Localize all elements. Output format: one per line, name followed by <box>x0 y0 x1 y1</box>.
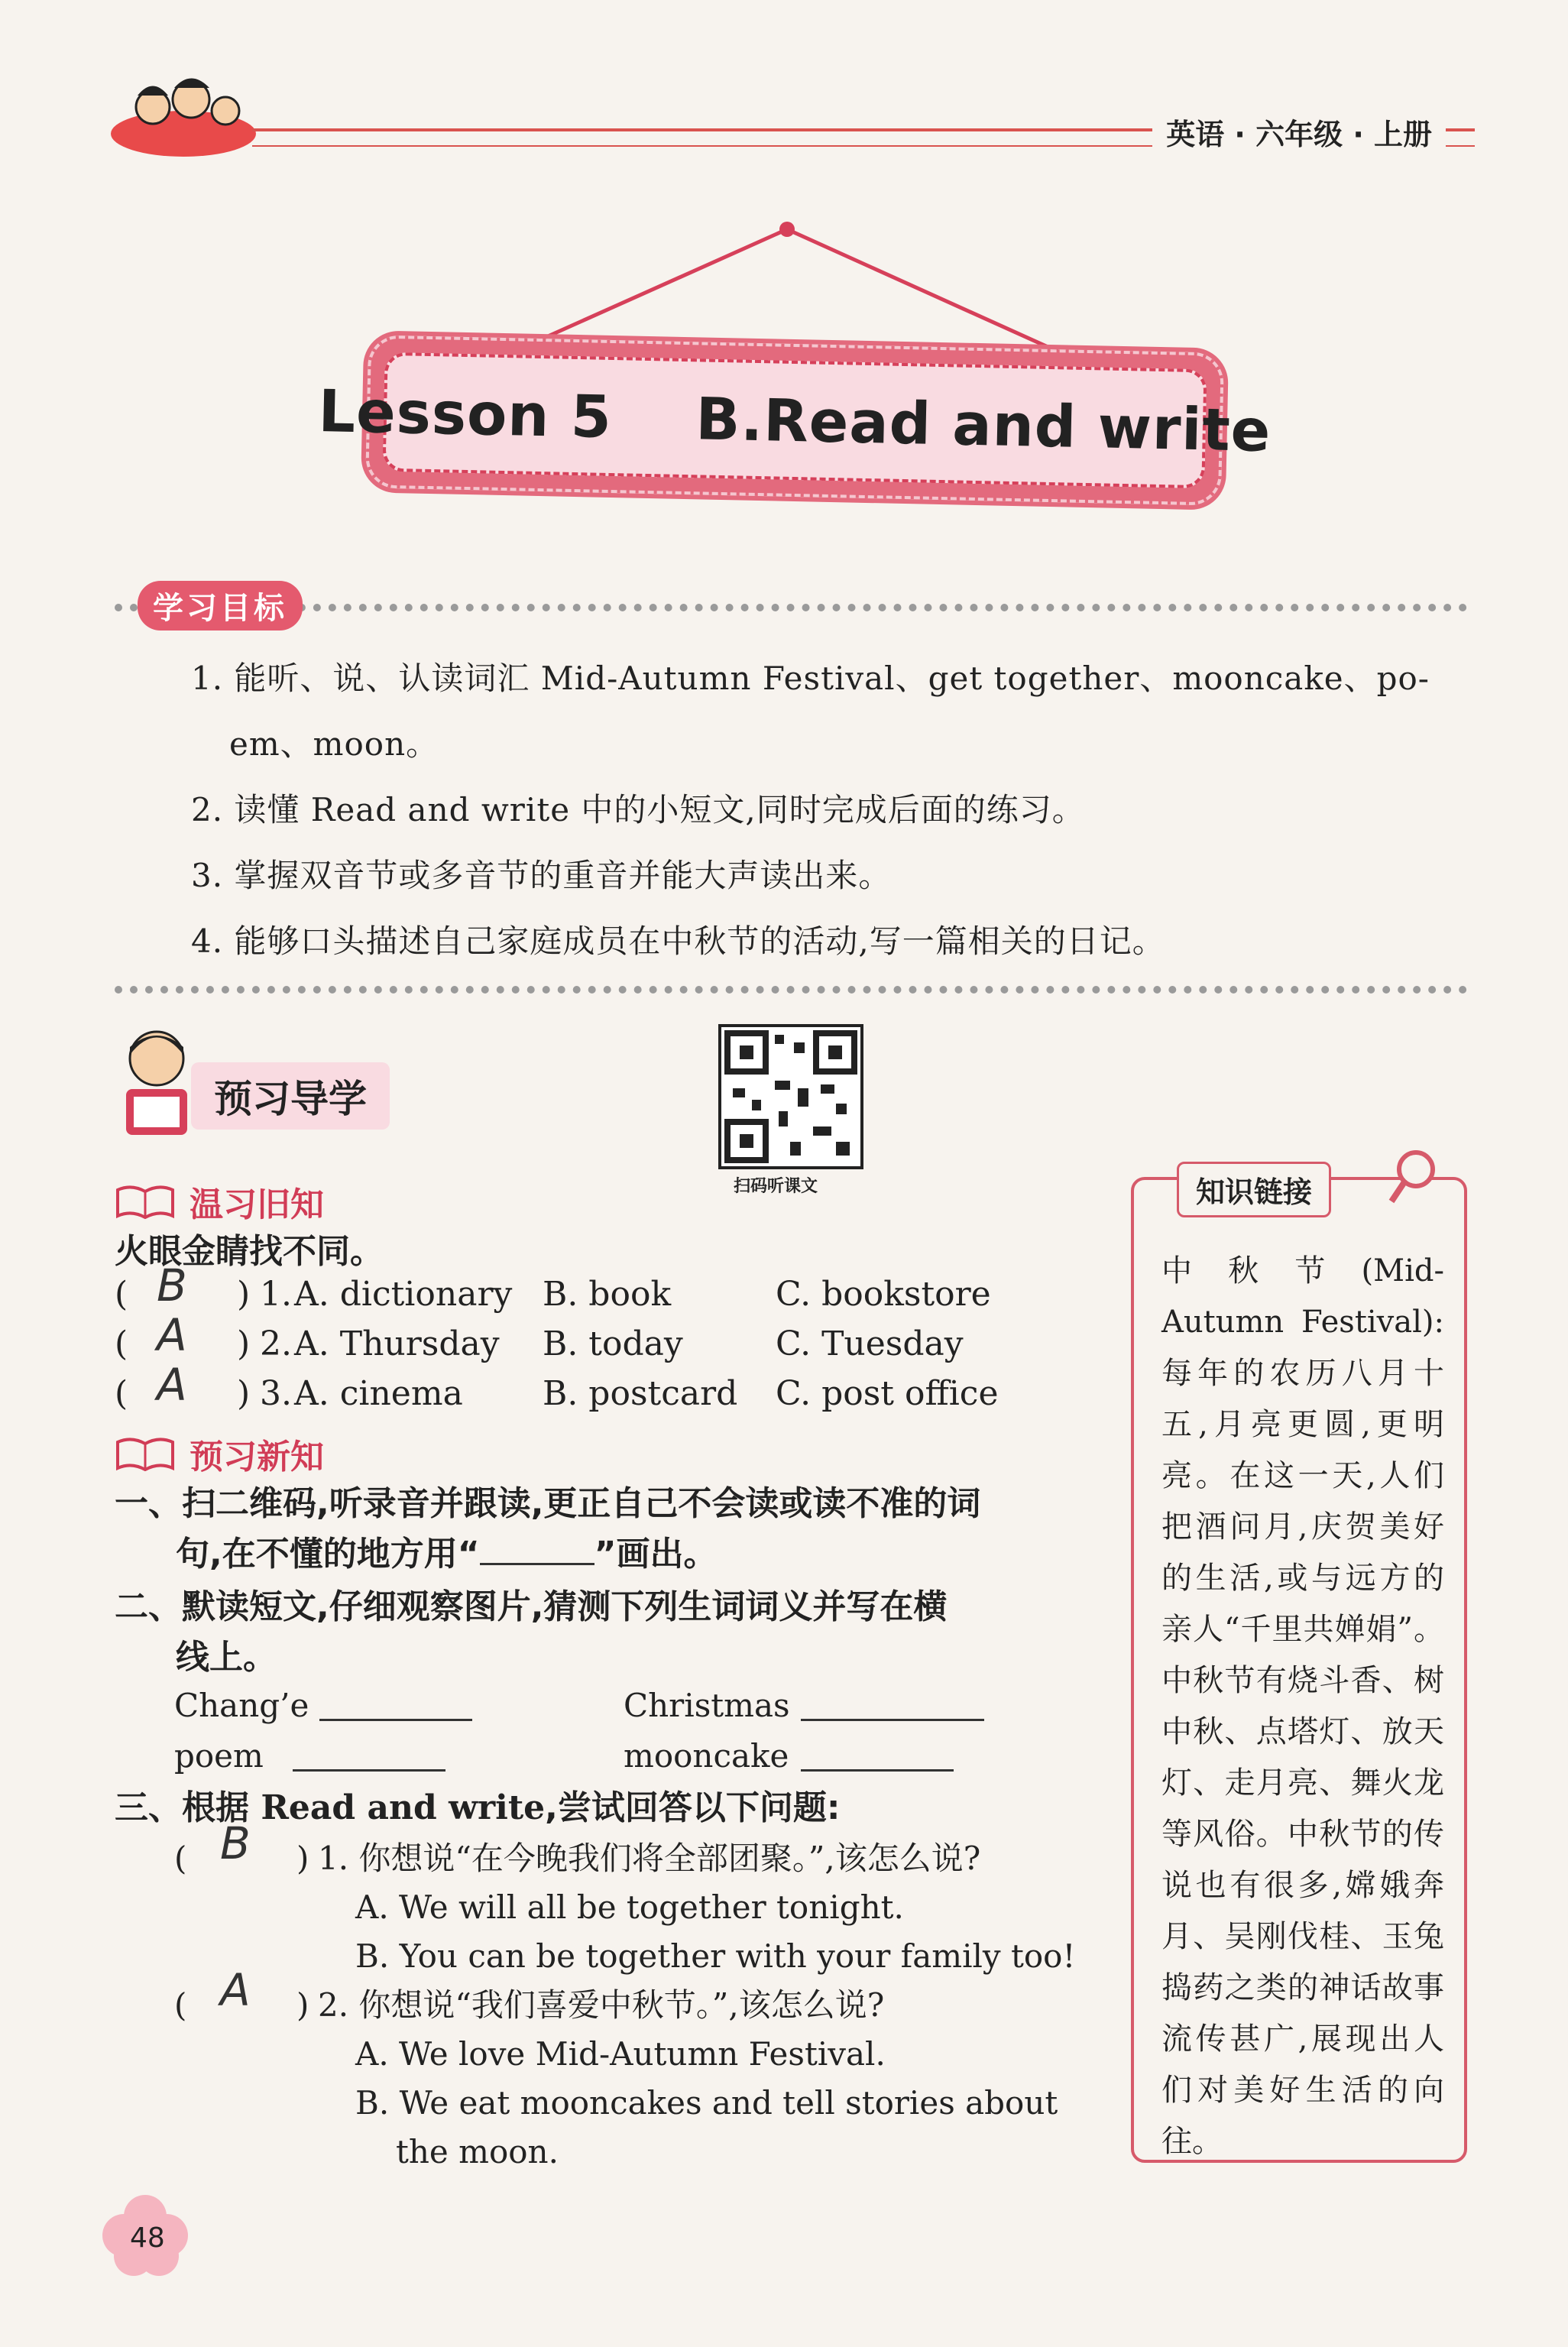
question-text: 1. 你想说“在今晚我们将全部团聚。”,该怎么说? <box>318 1840 981 1877</box>
objective-item: 2. 读懂 Read and write 中的小短文,同时完成后面的练习。 <box>191 791 1085 828</box>
handwritten-answer: B <box>157 1259 187 1311</box>
open-book-icon <box>115 1436 176 1471</box>
task-3-text: 三、根据 <box>115 1788 261 1827</box>
paren-right: ) <box>296 1986 309 2024</box>
objectives-list <box>191 646 1452 974</box>
answer-blank[interactable] <box>801 1691 984 1721</box>
option-c: C. post office <box>776 1374 999 1413</box>
review-question <box>115 1309 1070 1374</box>
qr-label: 扫码听课文 <box>734 1177 818 1196</box>
option-a: A. cinema <box>294 1374 463 1413</box>
review-instruction: 火眼金睛找不同。 <box>115 1232 384 1271</box>
review-title: 温习旧知 <box>190 1185 324 1224</box>
page-number: 48 <box>130 2222 165 2254</box>
question-number: 2. <box>260 1324 292 1363</box>
question-text: 2. 你想说“我们喜爱中秋节。”,该怎么说? <box>318 1986 885 2024</box>
option-b: B. You can be together with your family too! <box>355 1937 1076 1975</box>
task-1 <box>115 1479 1123 1580</box>
review-question <box>115 1259 1070 1324</box>
task-3-bold: Read and write <box>261 1788 546 1827</box>
task-1-line2 <box>115 1529 1123 1580</box>
qr-code[interactable] <box>718 1024 863 1169</box>
reading-girl-icon <box>115 1024 199 1142</box>
underline-blank <box>480 1535 594 1565</box>
new-heading <box>115 1429 324 1478</box>
question-number: 1. <box>260 1275 292 1314</box>
handwritten-answer: A <box>157 1359 187 1411</box>
paren-right: ) <box>237 1374 251 1413</box>
question-2 <box>174 1964 1114 2030</box>
paren-left: ( <box>115 1374 128 1413</box>
vocab-word: Christmas <box>624 1687 790 1724</box>
knowledge-tag: 知识链接 <box>1177 1162 1331 1217</box>
objective-item: 1. 能听、说、认读词汇 Mid-Autumn Festival、get together、mooncake、po- <box>191 660 1430 697</box>
cartoon-kids-illustration <box>107 73 260 164</box>
preview-title: 预习导学 <box>191 1062 390 1130</box>
vocab-word: poem <box>174 1737 264 1775</box>
answer-blank[interactable] <box>293 1741 445 1772</box>
handwritten-answer: A <box>157 1309 187 1361</box>
task-2-line: 二、默读短文,仔细观察图片,猜测下列生词词义并写在横 <box>115 1587 948 1626</box>
magnifier-icon <box>1387 1146 1440 1211</box>
book-title: 英语 · 六年级 · 上册 <box>1152 111 1446 153</box>
option-b: B. postcard <box>543 1374 738 1413</box>
paren-right: ) <box>237 1275 251 1314</box>
answer-blank[interactable] <box>801 1741 954 1772</box>
task-3-text: ,尝试回答以下问题: <box>545 1788 841 1827</box>
task-2 <box>115 1582 1123 1683</box>
option-c: C. bookstore <box>776 1275 991 1314</box>
question-1 <box>174 1817 1114 1883</box>
option-a: A. We love Mid-Autumn Festival. <box>355 2035 886 2073</box>
review-heading <box>115 1177 324 1226</box>
paren-left: ( <box>115 1324 128 1363</box>
answer-blank[interactable] <box>319 1691 472 1721</box>
paren-right: ) <box>237 1324 251 1363</box>
task-1-line: 一、扫二维码,听录音并跟读,更正自己不会读或读不准的词 <box>115 1484 981 1523</box>
paren-left: ( <box>174 1840 187 1877</box>
review-question <box>115 1359 1070 1424</box>
vocab-word: mooncake <box>624 1737 789 1775</box>
option-b: B. book <box>543 1275 672 1314</box>
option-b: B. today <box>543 1324 683 1363</box>
option-c: C. Tuesday <box>776 1324 964 1363</box>
open-book-icon <box>115 1184 176 1219</box>
lesson-banner <box>317 335 1272 505</box>
vocab-word: Chang’e <box>174 1687 309 1724</box>
option-b-cont: the moon. <box>396 2133 559 2170</box>
option-a: A. dictionary <box>294 1275 513 1314</box>
paren-left: ( <box>115 1275 128 1314</box>
objective-item: 4. 能够口头描述自己家庭成员在中秋节的活动,写一篇相关的日记。 <box>191 922 1165 960</box>
task-1-text: ”画出。 <box>594 1535 718 1574</box>
objective-item: 3. 掌握双音节或多音节的重音并能大声读出来。 <box>191 857 892 894</box>
new-title: 预习新知 <box>190 1438 324 1477</box>
knowledge-text: 中秋节(Mid-Autumn Festival):每年的农历八月十五,月亮更圆,更明亮。在这一天,人们把酒问月,庆贺美好的生活,或与远方的亲人“千里共婵娟”。中秋节有烧斗香、树中秋、点塔灯、放天灯、走月亮、舞火龙等风俗。中秋节的传说也有很多,嫦娥奔月、吴刚伐桂、玉兔捣药之类的神话故事流传甚广,展现出人们对美好生活的向往。 <box>1161 1253 1444 2159</box>
objectives-tag: 学习目标 <box>138 581 303 631</box>
handwritten-answer: B <box>220 1817 251 1869</box>
lesson-title: Lesson 5 B.Read and write <box>317 376 1272 465</box>
vocab-grid <box>174 1681 1015 1782</box>
paren-right: ) <box>296 1840 309 1877</box>
option-a: A. Thursday <box>294 1324 500 1363</box>
task-2-line2: 线上。 <box>176 1638 277 1677</box>
option-a: A. We will all be together tonight. <box>355 1888 904 1926</box>
review-questions <box>115 1259 1070 1424</box>
task-3-questions <box>174 1817 1114 2177</box>
option-b: B. We eat mooncakes and tell stories about <box>355 2084 1058 2122</box>
objective-item: em、moon。 <box>229 725 439 763</box>
task-1-text: 句,在不懂的地方用“ <box>176 1535 480 1574</box>
question-number: 3. <box>260 1374 292 1413</box>
handwritten-answer: A <box>220 1964 251 2016</box>
paren-left: ( <box>174 1986 187 2024</box>
